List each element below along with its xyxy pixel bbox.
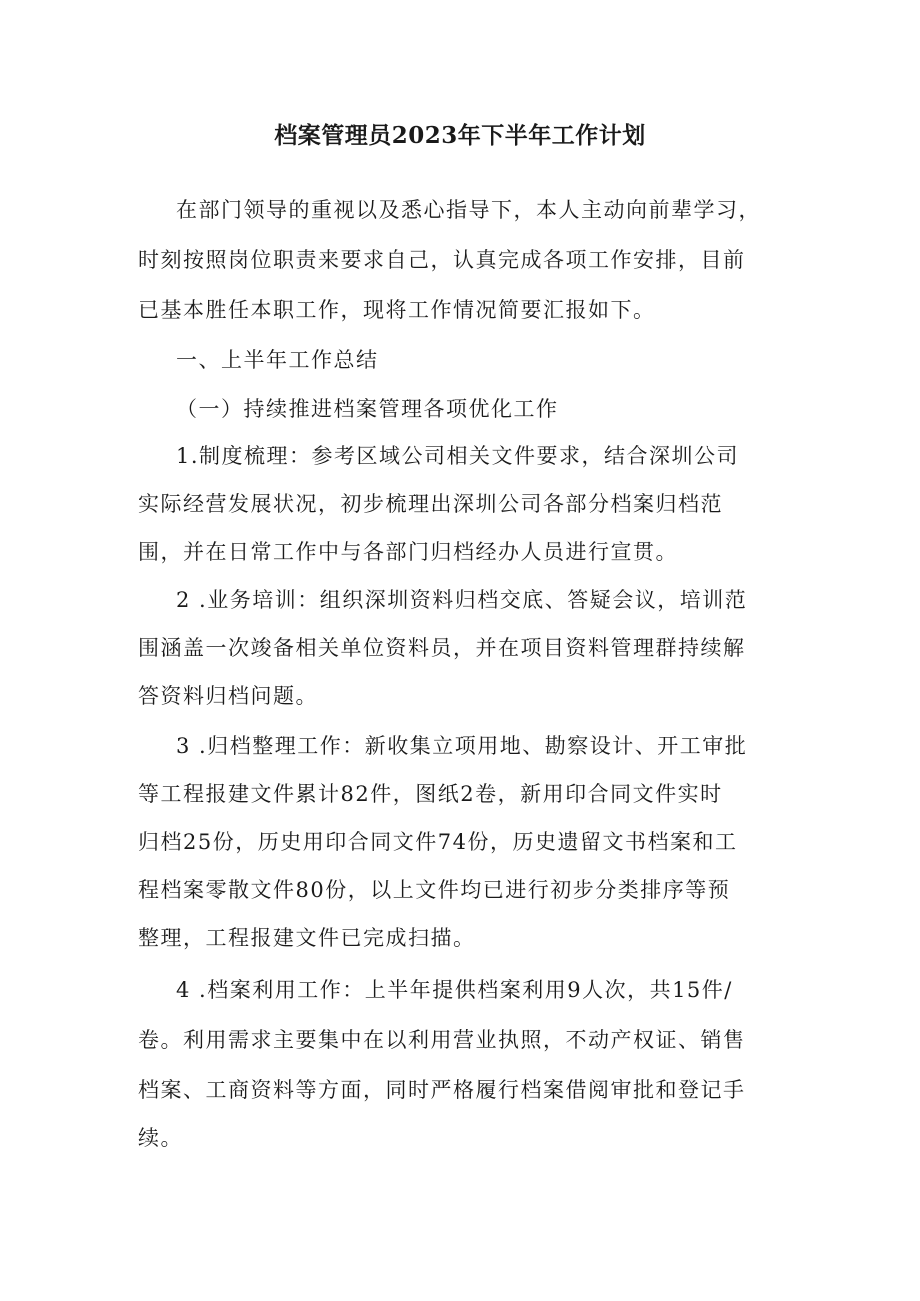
- document-title: 档案管理员2023年下半年工作计划: [274, 122, 646, 149]
- item4-line-4: 续。: [138, 1126, 183, 1150]
- item2-line-1: 2 .业务培训：组织深圳资料归档交底、答疑会议，培训范: [176, 588, 748, 612]
- item1-line-2: 实际经营发展状况，初步梳理出深圳公司各部分档案归档范: [138, 492, 723, 516]
- item3-line-2: 等工程报建文件累计82件，图纸2卷，新用印合同文件实时: [138, 782, 723, 806]
- item4-line-1: 4 .档案利用工作：上半年提供档案利用9人次，共15件/: [176, 978, 733, 1002]
- item3-line-3: 归档25份，历史用印合同文件74份，历史遗留文书档案和工: [138, 830, 738, 854]
- item3-line-5: 整理，工程报建文件已完成扫描。: [138, 926, 476, 950]
- intro-line-1: 在部门领导的重视以及悉心指导下，本人主动向前辈学习，: [176, 198, 761, 222]
- item1-line-1: 1.制度梳理：参考区域公司相关文件要求，结合深圳公司: [176, 444, 740, 468]
- intro-line-3: 已基本胜任本职工作，现将工作情况简要汇报如下。: [138, 298, 656, 322]
- item2-line-3: 答资料归档问题。: [138, 684, 318, 708]
- subsection-heading: （一）持续推进档案管理各项优化工作: [176, 397, 559, 421]
- item3-line-1: 3 .归档整理工作：新收集立项用地、勘察设计、开工审批: [176, 734, 748, 758]
- item2-line-2: 围涵盖一次竣备相关单位资料员，并在项目资料管理群持续解: [138, 636, 746, 660]
- item4-line-2: 卷。利用需求主要集中在以利用营业执照，不动产权证、销售: [138, 1028, 746, 1052]
- item1-line-3: 围，并在日常工作中与各部门归档经办人员进行宣贯。: [138, 540, 678, 564]
- intro-line-2: 时刻按照岗位职责来要求自己，认真完成各项工作安排，目前: [138, 248, 746, 272]
- section-heading: 一、上半年工作总结: [176, 348, 379, 372]
- item4-line-3: 档案、工商资料等方面，同时严格履行档案借阅审批和登记手: [138, 1078, 746, 1102]
- item3-line-4: 程档案零散文件80份，以上文件均已进行初步分类排序等预: [138, 878, 731, 902]
